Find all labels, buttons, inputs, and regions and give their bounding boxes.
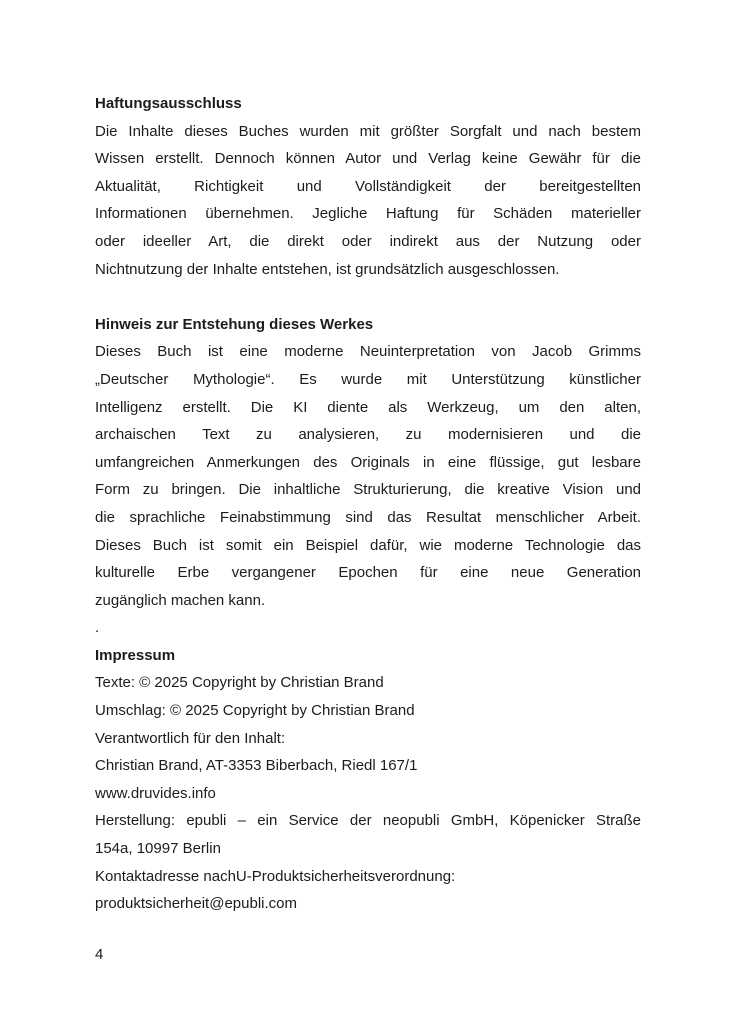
text-line: Die Inhalte dieses Buches wurden mit größter Sorgfalt und nach bestem (95, 122, 641, 140)
text-line: Nichtnutzung der Inhalte entstehen, ist grundsätzlich ausgeschlossen. (95, 260, 560, 278)
text-line: archaischen Text zu analysieren, zu modernisieren und die (95, 426, 641, 444)
text-line: zugänglich machen kann. (95, 591, 266, 609)
imprint-line-verantwortlich: Verantwortlich für den Inhalt: (95, 729, 286, 747)
blank-line (95, 283, 641, 311)
text-line: Informationen übernehmen. Jegliche Haftung für Schäden materieller (95, 205, 641, 223)
text-line: Dieses Buch ist somit ein Beispiel dafür, wie moderne Technologie das (95, 536, 641, 554)
text-line: Intelligenz erstellt. Die KI diente als Werkzeug, um den alten, (95, 398, 641, 416)
text-line: „Deutscher Mythologie“. Es wurde mit Unterstützung künstlicher (95, 370, 641, 388)
text-line: Form zu bringen. Die inhaltliche Strukturierung, die kreative Vision und (95, 481, 641, 499)
text-line: oder ideeller Art, die direkt oder indirekt aus der Nutzung oder (95, 232, 641, 250)
imprint-line-kontaktadresse: Kontaktadresse nachU-Produktsicherheitsverordnung: (95, 867, 456, 885)
text-line: Dieses Buch ist eine moderne Neuinterpretation von Jacob Grimms (95, 343, 641, 361)
imprint-line-texte: Texte: © 2025 Copyright by Christian Brand (95, 674, 384, 692)
page-number: 4 (95, 946, 104, 963)
imprint-line-address: Christian Brand, AT-3353 Biberbach, Riedl 167/1 (95, 757, 418, 775)
page-content (95, 90, 641, 918)
section-heading-haftungsausschluss: Haftungsausschluss (95, 95, 242, 112)
text-line: Wissen erstellt. Dennoch können Autor und Verlag keine Gewähr für die (95, 150, 641, 168)
imprint-line-herstellung-2: 154a, 10997 Berlin (95, 840, 221, 858)
text-line: die sprachliche Feinabstimmung sind das Resultat menschlicher Arbeit. (95, 508, 641, 526)
section-heading-hinweis: Hinweis zur Entstehung dieses Werkes (95, 315, 374, 333)
imprint-line-website: www.druvides.info (95, 784, 216, 802)
imprint-line-herstellung: Herstellung: epubli – ein Service der neopubli GmbH, Köpenicker Straße (95, 812, 641, 830)
text-line: Aktualität, Richtigkeit und Vollständigkeit der bereitgestellten (95, 177, 641, 195)
text-line: kulturelle Erbe vergangener Epochen für eine neue Generation (95, 564, 641, 582)
imprint-line-umschlag: Umschlag: © 2025 Copyright by Christian Brand (95, 702, 415, 720)
stray-dot-line: . (95, 619, 100, 637)
text-line: umfangreichen Anmerkungen des Originals in eine flüssige, gut lesbare (95, 453, 641, 471)
section-heading-impressum: Impressum (95, 646, 176, 664)
imprint-line-email: produktsicherheit@epubli.com (95, 895, 297, 913)
